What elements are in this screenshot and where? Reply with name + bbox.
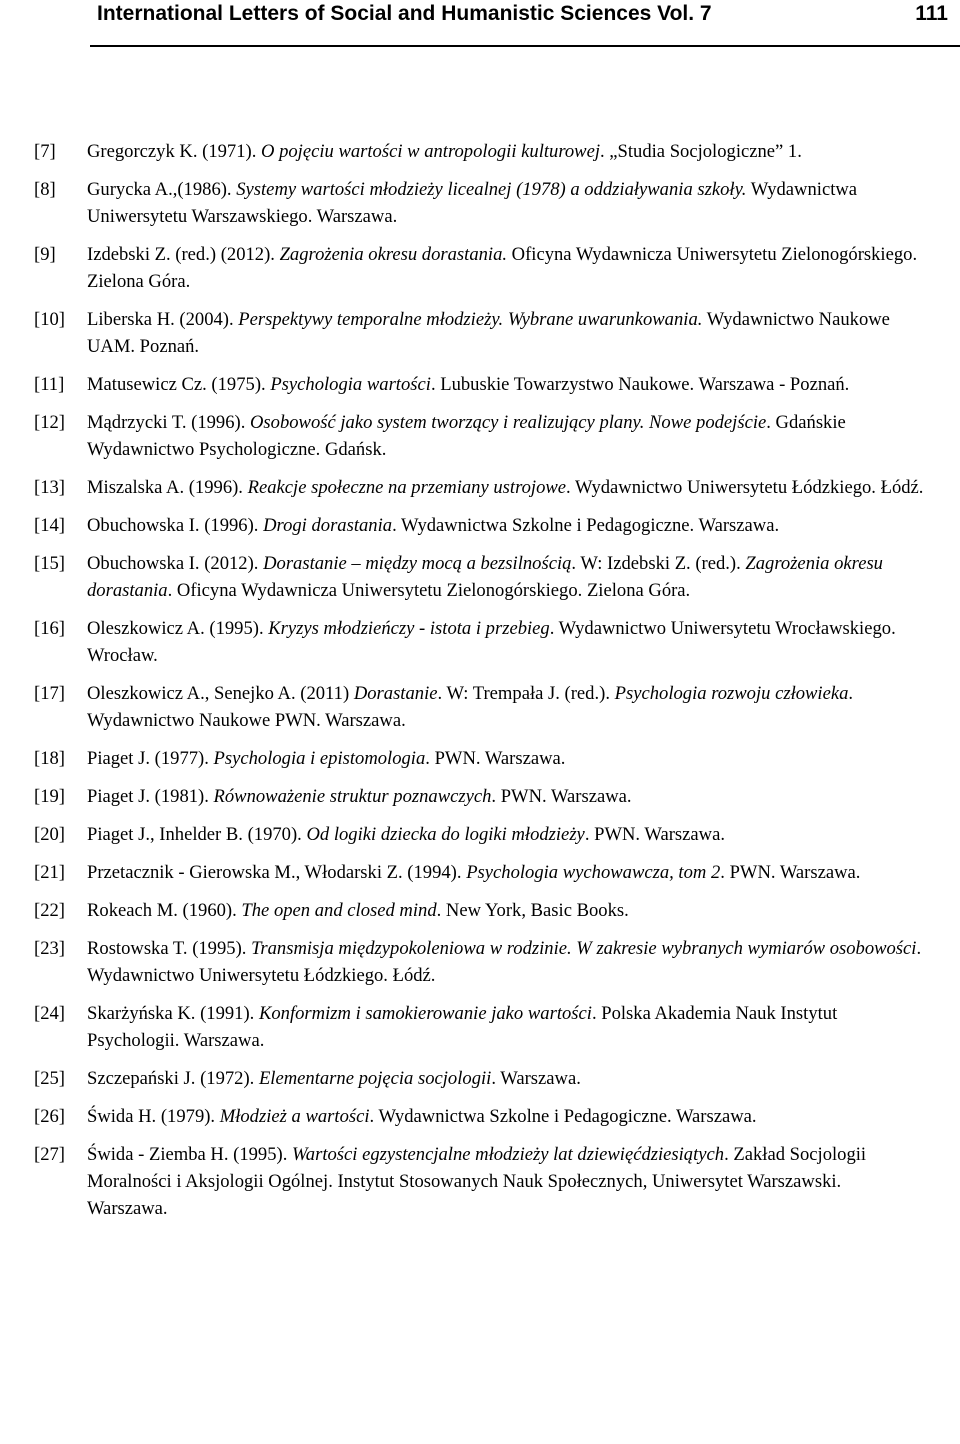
reference-text: . Lubuskie Towarzystwo Naukowe. Warszawa - Poznań. [430, 374, 850, 395]
reference-text: Oleszkowicz A. (1995). [87, 618, 269, 639]
page-number: 111 [915, 2, 948, 25]
reference-title: Zagrożenia okresu dorastania. [279, 244, 508, 265]
reference-text: . Wydawnictwo Naukowe PWN. Warszawa. [87, 683, 854, 731]
reference-text: . Wydawnictwo Uniwersytetu Łódzkiego. Łódź. [566, 477, 924, 498]
reference-title: Młodzież a wartości [219, 1106, 370, 1127]
reference-text: . „Studia Socjologiczne” 1. [599, 141, 802, 162]
reference-text: . Gdańskie Wydawnictwo Psychologiczne. Gdańsk. [87, 412, 846, 460]
reference-title: Reakcje społeczne na przemiany ustrojowe [247, 477, 567, 498]
reference-title: Perspektywy temporalne młodzieży. Wybrane uwarunkowania. [238, 309, 703, 330]
reference-item [34, 680, 924, 734]
reference-title: Równoważenie struktur poznawczych [213, 786, 492, 807]
reference-number: [24] [34, 1003, 65, 1024]
reference-title: Psychologia wychowawcza, tom 2 [466, 862, 721, 883]
reference-number: [7] [34, 141, 56, 162]
reference-number: [15] [34, 553, 65, 574]
reference-text: Rokeach M. (1960). [87, 900, 242, 921]
reference-title: Osobowość jako system tworzący i realizujący plany. Nowe podejście [250, 412, 767, 433]
reference-number: [11] [34, 374, 65, 395]
reference-title: Elementarne pojęcia socjologii [258, 1068, 492, 1089]
reference-text: Obuchowska I. (1996). [87, 515, 264, 536]
reference-text: Wydawnictwo Naukowe UAM. Poznań. [87, 309, 890, 357]
reference-number: [21] [34, 862, 65, 883]
reference-text: . Wydawnictwa Szkolne i Pedagogiczne. Warszawa. [369, 1106, 757, 1127]
reference-text: Rostowska T. (1995). [87, 938, 252, 959]
reference-number: [26] [34, 1106, 65, 1127]
reference-title: Psychologia rozwoju człowieka [614, 683, 849, 704]
reference-item [34, 745, 924, 772]
reference-text: . PWN. Warszawa. [720, 862, 861, 883]
reference-title: Transmisja międzypokoleniowa w rodzinie. W zakresie wybranych wymiarów osobowości [251, 938, 917, 959]
reference-item [34, 935, 924, 989]
reference-text: Gregorczyk K. (1971). [87, 141, 261, 162]
reference-number: [16] [34, 618, 65, 639]
reference-text: . Oficyna Wydawnicza Uniwersytetu Zielonogórskiego. Zielona Góra. [167, 580, 691, 601]
reference-title: The open and closed mind [241, 900, 437, 921]
journal-title: International Letters of Social and Humanistic Sciences Vol. 7 [97, 2, 712, 25]
reference-number: [23] [34, 938, 65, 959]
reference-text: Szczepański J. (1972). [87, 1068, 259, 1089]
reference-item [34, 821, 924, 848]
reference-item [34, 783, 924, 810]
reference-text: . New York, Basic Books. [436, 900, 629, 921]
reference-text: Liberska H. (2004). [87, 309, 239, 330]
reference-text: Wydawnictwa Uniwersytetu Warszawskiego. Warszawa. [87, 179, 858, 227]
reference-item [34, 550, 924, 604]
reference-number: [22] [34, 900, 65, 921]
reference-item [34, 1141, 924, 1222]
reference-text: Świda H. (1979). [87, 1106, 220, 1127]
reference-title: Dorastanie – między mocą a bezsilnością [263, 553, 572, 574]
reference-text: Piaget J. (1981). [87, 786, 214, 807]
reference-text: . PWN. Warszawa. [584, 824, 725, 845]
reference-title: Konformizm i samokierowanie jako wartości [258, 1003, 592, 1024]
reference-number: [20] [34, 824, 65, 845]
reference-item [34, 1103, 924, 1130]
running-header [0, 0, 960, 40]
reference-number: [12] [34, 412, 65, 433]
reference-list [34, 138, 924, 1233]
header-rule [90, 45, 960, 47]
reference-item [34, 615, 924, 669]
reference-title: Wartości egzystencjalne młodzieży lat dziewięćdziesiątych [292, 1144, 725, 1165]
reference-item [34, 1000, 924, 1054]
reference-text: Miszalska A. (1996). [87, 477, 248, 498]
reference-number: [27] [34, 1144, 65, 1165]
reference-title: Zagrożenia okresu dorastania [87, 553, 883, 601]
reference-number: [10] [34, 309, 65, 330]
reference-text: . W: Izdebski Z. (red.). [571, 553, 746, 574]
reference-item [34, 474, 924, 501]
reference-text: Świda - Ziemba H. (1995). [87, 1144, 293, 1165]
reference-text: Przetacznik - Gierowska M., Włodarski Z. (1994). [87, 862, 467, 883]
reference-item [34, 512, 924, 539]
reference-text: Obuchowska I. (2012). [87, 553, 264, 574]
reference-text: . W: Trempała J. (red.). [437, 683, 615, 704]
reference-text: Matusewicz Cz. (1975). [87, 374, 271, 395]
reference-text: . PWN. Warszawa. [491, 786, 632, 807]
reference-text: . Wydawnictwo Uniwersytetu Wrocławskiego. Wrocław. [87, 618, 896, 666]
reference-title: Kryzys młodzieńczy - istota i przebieg [268, 618, 550, 639]
reference-item [34, 306, 924, 360]
reference-number: [9] [34, 244, 56, 265]
reference-item [34, 138, 924, 165]
reference-text: Gurycka A.,(1986). [87, 179, 237, 200]
reference-text: . PWN. Warszawa. [425, 748, 566, 769]
reference-item [34, 409, 924, 463]
reference-item [34, 897, 924, 924]
reference-text: Mądrzycki T. (1996). [87, 412, 250, 433]
reference-number: [18] [34, 748, 65, 769]
reference-text: . Wydawnictwo Uniwersytetu Łódzkiego. Łódź. [87, 938, 922, 986]
reference-text: . Wydawnictwa Szkolne i Pedagogiczne. Warszawa. [392, 515, 780, 536]
reference-item [34, 859, 924, 886]
reference-item [34, 176, 924, 230]
reference-title: Drogi dorastania [263, 515, 393, 536]
reference-text: Piaget J. (1977). [87, 748, 214, 769]
reference-number: [25] [34, 1068, 65, 1089]
reference-number: [17] [34, 683, 65, 704]
reference-title: O pojęciu wartości w antropologii kulturowej [261, 141, 600, 162]
reference-text: . Warszawa. [491, 1068, 581, 1089]
reference-text: Skarżyńska K. (1991). [87, 1003, 259, 1024]
reference-item [34, 241, 924, 295]
reference-title: Od logiki dziecka do logiki młodzieży [306, 824, 585, 845]
reference-text: Oficyna Wydawnicza Uniwersytetu Zielonogórskiego. Zielona Góra. [87, 244, 918, 292]
reference-number: [8] [34, 179, 56, 200]
reference-item [34, 1065, 924, 1092]
reference-text: . Polska Akademia Nauk Instytut Psychologii. Warszawa. [87, 1003, 838, 1051]
reference-text: Izdebski Z. (red.) (2012). [87, 244, 280, 265]
reference-title: Psychologia i epistomologia [213, 748, 426, 769]
reference-title: Psychologia wartości [270, 374, 431, 395]
reference-number: [13] [34, 477, 65, 498]
reference-text: Piaget J., Inhelder B. (1970). [87, 824, 307, 845]
reference-item [34, 371, 924, 398]
reference-text: Oleszkowicz A., Senejko A. (2011) [87, 683, 354, 704]
reference-number: [14] [34, 515, 65, 536]
reference-number: [19] [34, 786, 65, 807]
reference-text: . Zakład Socjologii Moralności i Aksjologii Ogólnej. Instytut Stosowanych Nauk Społecznych, Uniwersytet Warszawski. Warszawa. [87, 1144, 867, 1219]
reference-title: Systemy wartości młodzieży licealnej (1978) a oddziaływania szkoły. [236, 179, 747, 200]
reference-title: Dorastanie [353, 683, 438, 704]
